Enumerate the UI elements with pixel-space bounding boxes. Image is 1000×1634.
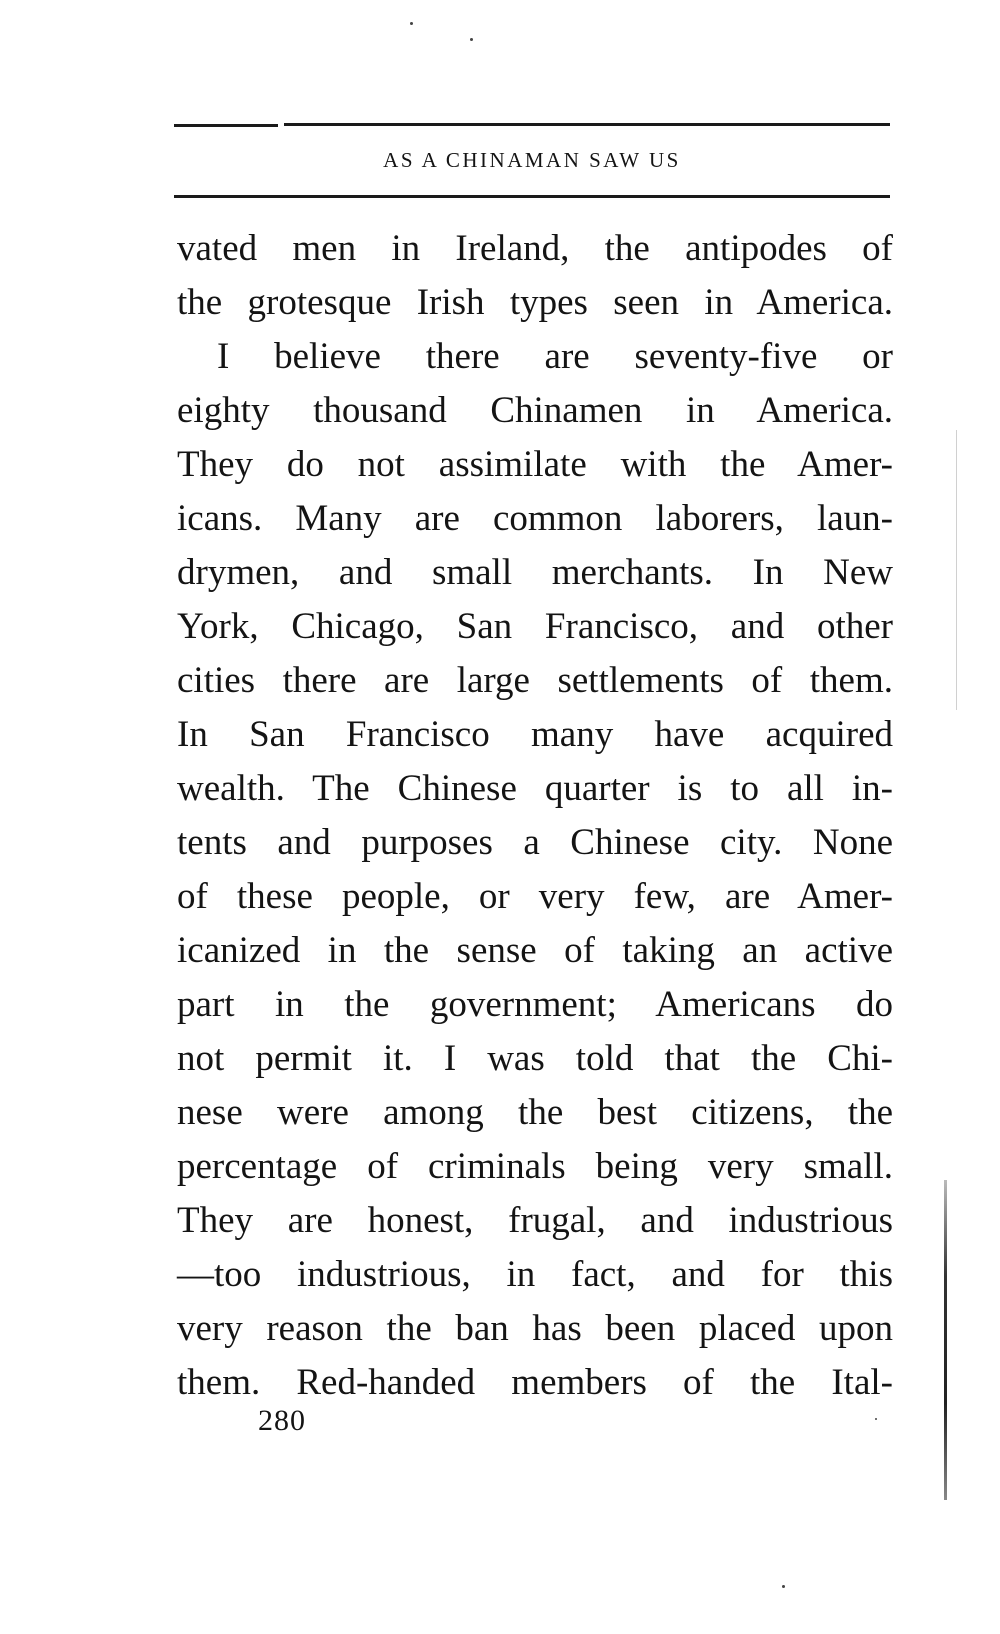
- header-top-rule-left: [174, 124, 278, 127]
- text-line: In San Francisco many have acquired: [177, 714, 893, 755]
- text-line: percentage of criminals being very small.: [177, 1146, 893, 1187]
- text-line: They do not assimilate with the Amer-: [177, 444, 893, 485]
- text-line: wealth. The Chinese quarter is to all in-: [177, 768, 893, 809]
- body-text: [177, 222, 893, 1410]
- scan-speck: [875, 1418, 877, 1420]
- scan-speck: [470, 38, 473, 41]
- text-line: very reason the ban has been placed upon: [177, 1308, 893, 1349]
- text-line: icans. Many are common laborers, laun-: [177, 498, 893, 539]
- text-line: —too industrious, in fact, and for this: [177, 1254, 893, 1295]
- running-header-title: AS A CHINAMAN SAW US: [383, 148, 681, 172]
- text-line: of these people, or very few, are Amer-: [177, 876, 893, 917]
- text-line: part in the government; Americans do: [177, 984, 893, 1025]
- text-line: York, Chicago, San Francisco, and other: [177, 606, 893, 647]
- text-line: not permit it. I was told that the Chi-: [177, 1038, 893, 1079]
- page-number: 280: [258, 1404, 306, 1437]
- header-top-rule-right: [284, 123, 890, 126]
- text-line: them. Red-handed members of the Ital-: [177, 1362, 893, 1403]
- scan-speck: [410, 22, 413, 25]
- scan-edge-shadow-faint: [956, 430, 957, 710]
- text-line: the grotesque Irish types seen in America.: [177, 282, 893, 323]
- text-line: eighty thousand Chinamen in America.: [177, 390, 893, 431]
- text-line: cities there are large settlements of them.: [177, 660, 893, 701]
- text-line: drymen, and small merchants. In New: [177, 552, 893, 593]
- text-line: nese were among the best citizens, the: [177, 1092, 893, 1133]
- scan-edge-shadow: [944, 1180, 947, 1500]
- text-line: They are honest, frugal, and industrious: [177, 1200, 893, 1241]
- text-line: vated men in Ireland, the antipodes of: [177, 228, 893, 269]
- header-bottom-rule: [174, 195, 890, 198]
- text-line: icanized in the sense of taking an active: [177, 930, 893, 971]
- scan-speck: [782, 1585, 785, 1588]
- text-line: tents and purposes a Chinese city. None: [177, 822, 893, 863]
- text-line: I believe there are seventy-five or: [217, 336, 893, 377]
